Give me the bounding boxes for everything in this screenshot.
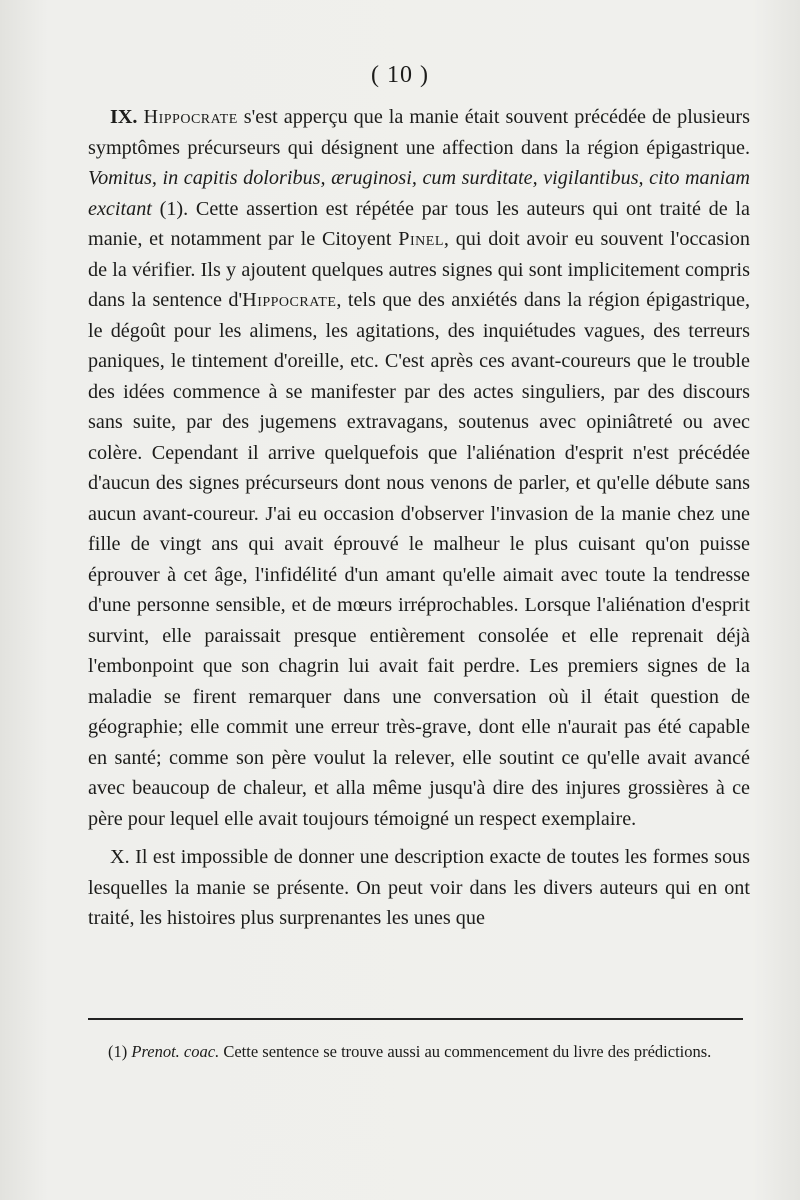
page-number: ( 10 )	[371, 62, 429, 88]
section-number-x: X.	[110, 846, 130, 868]
paragraph-x	[88, 842, 750, 934]
paragraph-text: s'est apperçu que la manie était souvent précédée de plusieurs symptômes précurseurs qui désignent une affection dans la région épigastrique.	[88, 106, 751, 159]
footnote-marker: (1)	[108, 1042, 132, 1061]
paragraph-text: (1). Cette assertion est répétée par tous les auteurs qui ont traité de la manie, et notamment par le Citoyent	[88, 197, 750, 250]
footnote-text: Cette sentence se trouve aussi au commencement du livre des prédictions.	[219, 1042, 712, 1061]
footnote	[88, 1040, 750, 1064]
paragraph-text: Il est impossible de donner une description exacte de toutes les formes sous lesquelles la manie se présente. On peut voir dans les divers auteurs qui en ont traité, les histoires plus surprenantes les unes que	[88, 846, 750, 929]
section-number-ix: IX.	[110, 106, 138, 128]
paragraph-text: , qui doit avoir eu souvent l'occasion de la vérifier. Ils y ajoutent quelques autres signes qui sont implicitement compris dans la sentence d'	[88, 228, 750, 311]
latin-quotation: Vomitus, in capitis doloribus, æruginosi, cum surditate, vigilantibus, cito maniam excitant	[88, 167, 750, 220]
footnote-reference: Prenot. coac.	[131, 1042, 220, 1061]
paragraph-text: , tels que des anxiétés dans la région épigastrique, le dégoût pour les alimens, les agitations, des inquiétudes vagues, des terreurs paniques, le tintement d'oreille, etc. C'est après ces avant-coureurs que le trouble des idées commence à se manifester par des actes singuliers, par des discours sans suite, par des jugemens extravagans, soutenus avec opiniâtreté ou avec colère. Cependant il arrive quelquefois que l'aliénation d'esprit n'est précédée d'aucun des signes précurseurs dont nous venons de parler, et qu'elle débute sans aucun avant-coureur. J'ai eu occasion d'observer l'invasion de la manie chez une fille de vingt ans qui avait éprouvé le malheur le plus cuisant qu'on puisse éprouver à cet âge, l'infidélité d'un amant qu'elle aimait avec toute la tendresse d'une personne sensible, et de mœurs irréprochables. Lorsque l'aliénation d'esprit survint, elle paraissait presque entièrement consolée et elle reprenait déjà l'embonpoint que son chagrin lui avait fait perdre. Les premiers signes de la maladie se firent remarquer dans une conversation où il était question de géographie; elle commit une erreur très-grave, dont elle n'aurait pas été capable en santé; comme son père voulut la relever, elle soutint ce qu'elle avait avancé avec beaucoup de chaleur, et alla même jusqu'à dire des injures grossières à ce père pour lequel elle avait toujours témoigné un respect exemplaire.	[88, 289, 750, 830]
body-text	[88, 102, 750, 934]
author-name-hippocrate: Hippocrate	[143, 106, 238, 128]
author-name-hippocrate: Hippocrate	[242, 289, 337, 311]
author-name-pinel: Pinel	[398, 228, 444, 250]
footnote-divider	[88, 1018, 743, 1020]
paragraph-ix	[88, 102, 750, 834]
